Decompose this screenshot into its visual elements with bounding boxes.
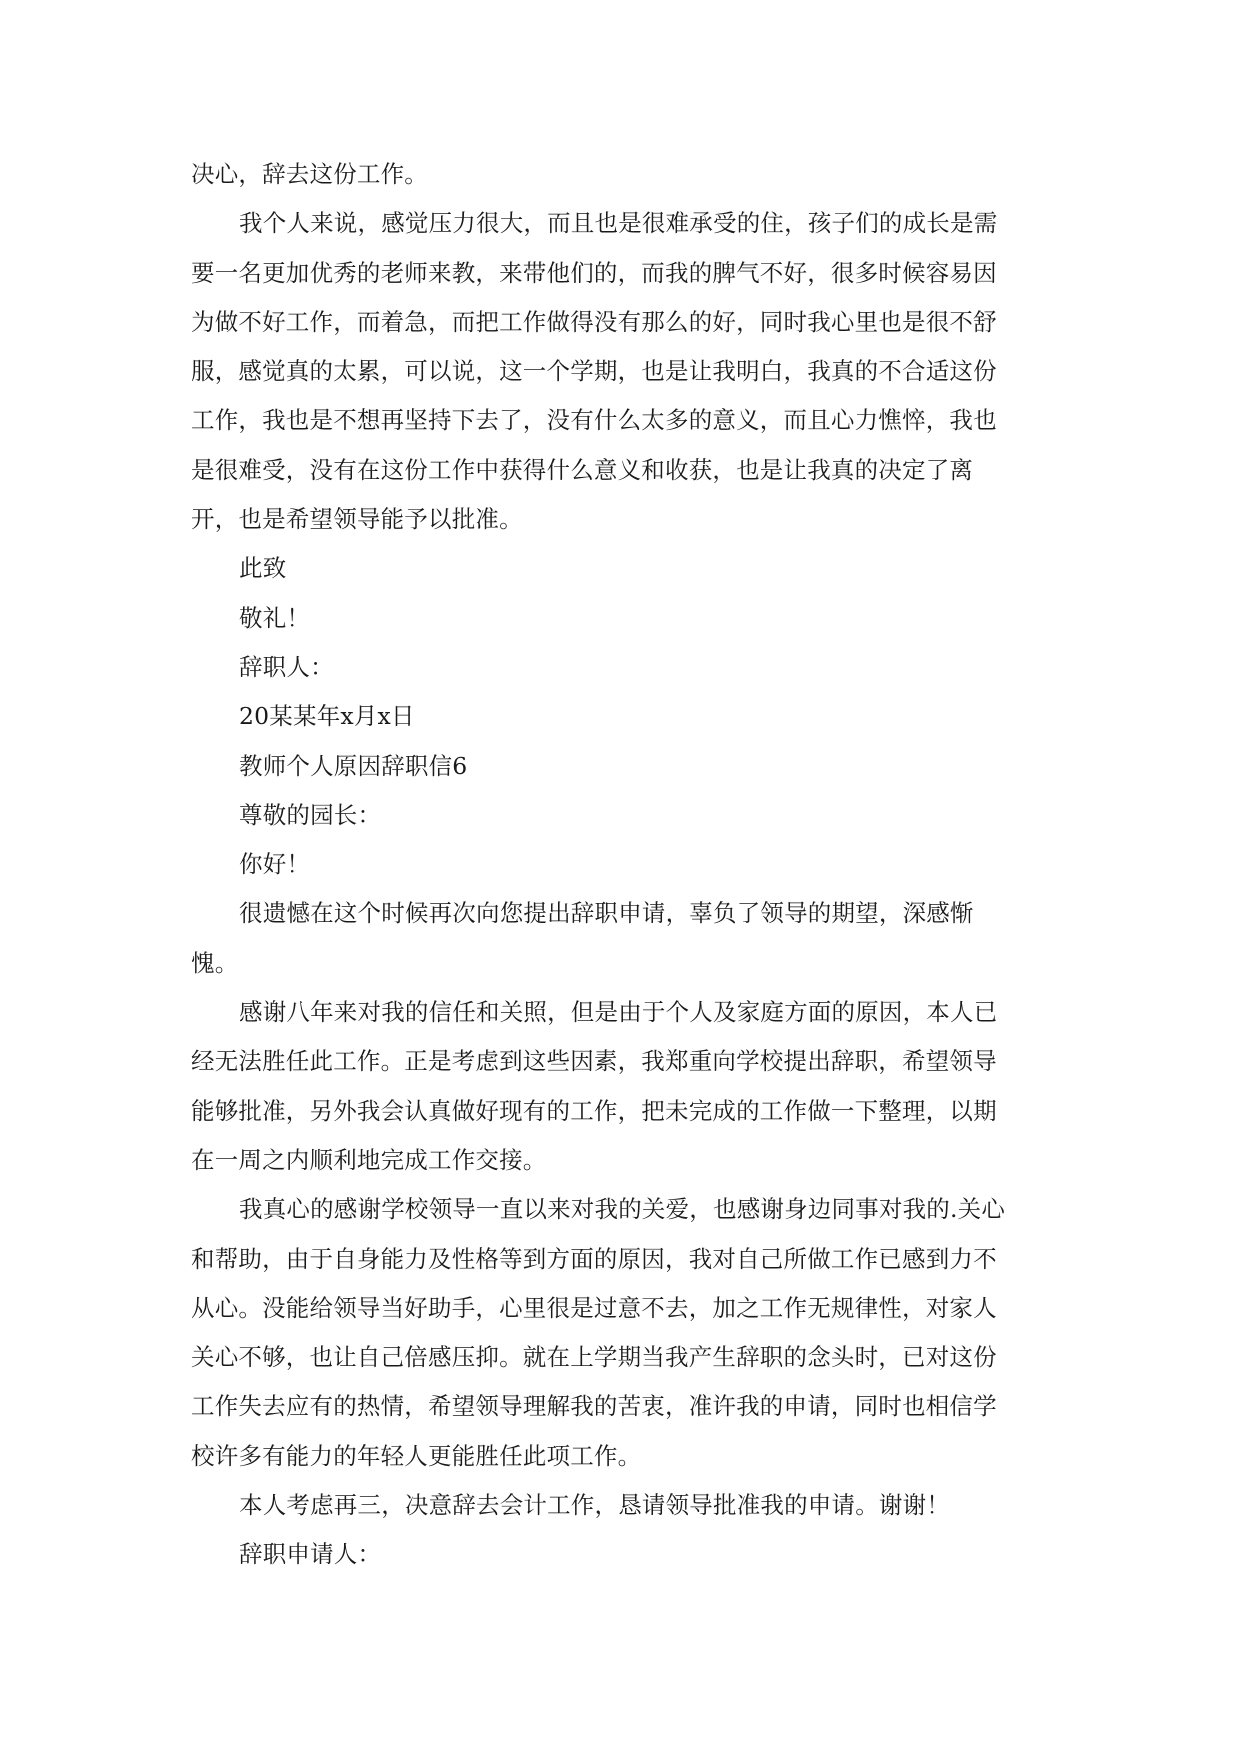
text-line: 你好！ xyxy=(239,850,311,879)
text-line: 愧。 xyxy=(191,948,239,977)
text-line: 我个人来说，感觉压力很大，而且也是很难承受的住，孩子们的成长是需 xyxy=(239,209,998,238)
text-line: 工作失去应有的热情，希望领导理解我的苦衷，准许我的申请，同时也相信学 xyxy=(191,1392,997,1421)
text-line: 决心，辞去这份工作。 xyxy=(191,160,428,188)
document-body xyxy=(191,150,1061,1580)
text-line: 能够批准，另外我会认真做好现有的工作，把未完成的工作做一下整理，以期 xyxy=(191,1096,997,1125)
text-line: 和帮助，由于自身能力及性格等到方面的原因，我对自己所做工作已感到力不 xyxy=(191,1244,997,1273)
text-line: 校许多有能力的年轻人更能胜任此项工作。 xyxy=(191,1441,642,1470)
text-line: 我真心的感谢学校领导一直以来对我的关爱，也感谢身边同事对我的.关心 xyxy=(239,1195,1006,1224)
text-line: 服，感觉真的太累，可以说，这一个学期，也是让我明白，我真的不合适这份 xyxy=(191,357,997,386)
text-line: 尊敬的园长： xyxy=(239,800,382,829)
text-line: 本人考虑再三，决意辞去会计工作，恳请领导批准我的申请。谢谢！ xyxy=(239,1491,950,1520)
text-line: 是很难受，没有在这份工作中获得什么意义和收获，也是让我真的决定了离 xyxy=(191,455,974,484)
text-line: 关心不够，也让自己倍感压抑。就在上学期当我产生辞职的念头时，已对这份 xyxy=(191,1343,997,1372)
text-line: 辞职申请人： xyxy=(239,1540,382,1569)
text-line: 为做不好工作，而着急，而把工作做得没有那么的好，同时我心里也是很不舒 xyxy=(191,307,997,336)
text-line: 经无法胜任此工作。正是考虑到这些因素，我郑重向学校提出辞职，希望领导 xyxy=(191,1047,997,1076)
text-line: 要一名更加优秀的老师来教，来带他们的，而我的脾气不好，很多时候容易因 xyxy=(191,258,997,287)
text-line: 敬礼！ xyxy=(239,603,311,632)
text-line: 教师个人原因辞职信6 xyxy=(239,751,468,780)
text-line: 辞职人： xyxy=(239,652,334,681)
text-line: 20某某年x月x日 xyxy=(239,702,415,731)
text-line: 从心。没能给领导当好助手，心里很是过意不去，加之工作无规律性，对家人 xyxy=(191,1293,997,1322)
text-line: 工作，我也是不想再坚持下去了，没有什么太多的意义，而且心力憔悴，我也 xyxy=(191,406,997,435)
text-line: 在一周之内顺利地完成工作交接。 xyxy=(191,1145,547,1174)
text-line: 感谢八年来对我的信任和关照，但是由于个人及家庭方面的原因，本人已 xyxy=(239,998,998,1027)
text-line: 此致 xyxy=(239,554,287,583)
text-line: 很遗憾在这个时候再次向您提出辞职申请，辜负了领导的期望，深感惭 xyxy=(239,899,974,928)
text-line: 开，也是希望领导能予以批准。 xyxy=(191,505,523,534)
